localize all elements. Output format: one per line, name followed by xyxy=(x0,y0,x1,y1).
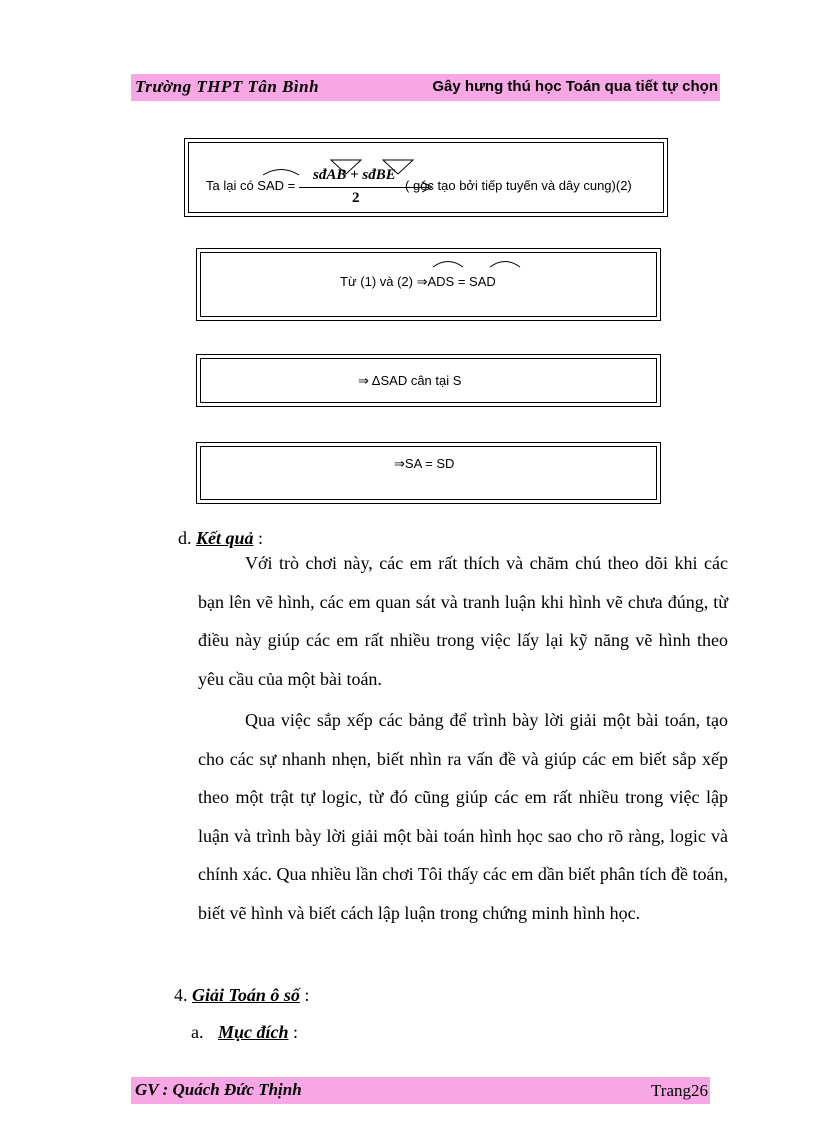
footer-page-number: Trang26 xyxy=(651,1081,708,1100)
header-school: Trường THPT Tân Bình xyxy=(135,77,320,96)
proof-box-3 xyxy=(196,354,661,407)
box1-suffix: ( góc tạo bởi tiếp tuyến và dây cung)(2) xyxy=(405,178,632,193)
box1-prefix: Ta lại có SAD = xyxy=(206,178,296,193)
box3-text: ⇒ ΔSAD cân tại S xyxy=(358,373,462,388)
arc-sad-mark xyxy=(261,166,301,176)
section-d-title: Kết quả xyxy=(196,528,254,548)
section-a-label: a. xyxy=(191,1022,204,1042)
header-subject: Gây hưng thú học Toán qua tiết tự chọn xyxy=(432,78,718,95)
section-a-colon: : xyxy=(288,1022,299,1042)
page-header xyxy=(131,74,720,101)
section-d-paragraph-2: Qua việc sắp xếp các bảng để trình bày lời giải một bài toán, tạo cho các sự nhanh nhẹn, biết nhìn ra vấn đề và giúp các em biết sắp xếp theo một trật tự logic, từ đó cũng giúp các em rất nhiều trong việc lập luận và trình bày lời giải một bài toán hình học sao cho rõ ràng, logic và chính xác. Qua nhiều lần chơi Tôi thấy các em dần biết phân tích đề toán, biết vẽ hình và biết cách lập luận trong chứng minh hình học. xyxy=(198,710,728,923)
arc-ads-mark xyxy=(431,258,465,268)
proof-box-2 xyxy=(196,248,661,321)
section-d-colon: : xyxy=(253,528,264,548)
box2-text: Từ (1) và (2) ⇒ADS = SAD xyxy=(340,274,496,289)
section-d-paragraph-1: Với trò chơi này, các em rất thích và chăm chú theo dõi khi các bạn lên vẽ hình, các em quan sát và tranh luận khi hình vẽ chưa đúng, từ điều này giúp các em rất nhiều trong việc lấy lại kỹ năng vẽ hình theo yêu cầu của một bài toán. xyxy=(198,553,728,689)
arc-sad2-mark xyxy=(488,258,522,268)
box4-text: ⇒SA = SD xyxy=(394,456,455,471)
proof-box-1 xyxy=(184,138,668,217)
fraction-denominator: 2 xyxy=(352,190,360,206)
section-4-heading xyxy=(174,985,309,1006)
proof-box-4-inner xyxy=(200,446,657,500)
section-d-label: d. xyxy=(178,528,192,548)
section-a-title: Mục đích xyxy=(218,1022,289,1042)
proof-box-4 xyxy=(196,442,661,504)
page-footer xyxy=(131,1077,710,1104)
section-4-label: 4. xyxy=(174,985,188,1005)
footer-teacher: GV : Quách Đức Thịnh xyxy=(135,1080,302,1099)
section-4-title: Giải Toán ô số xyxy=(192,985,300,1005)
fraction-numerator: sđAB + sđBE xyxy=(313,167,396,183)
section-4-colon: : xyxy=(299,985,310,1005)
section-a-heading xyxy=(191,1022,298,1043)
